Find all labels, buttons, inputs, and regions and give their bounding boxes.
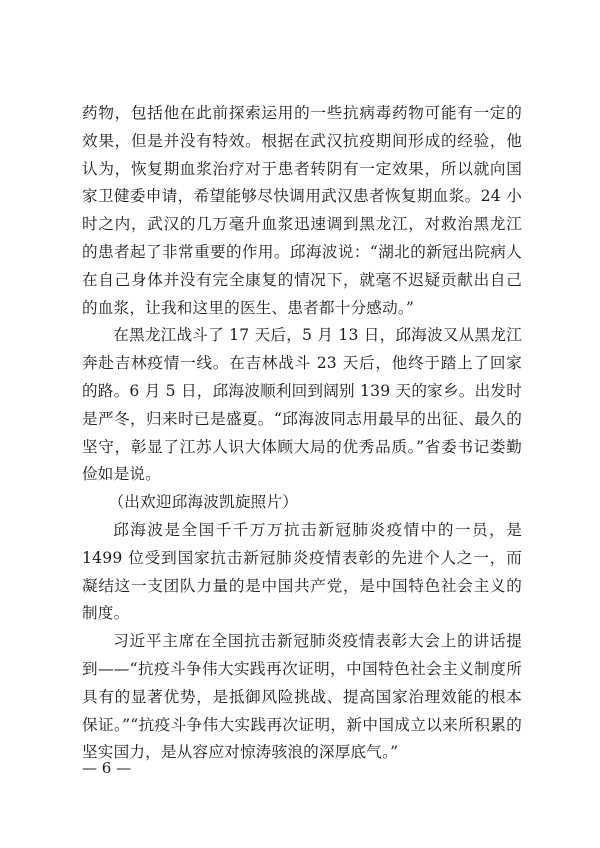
page-number: — 6 — — [82, 759, 132, 777]
paragraph-2: 在黑龙江战斗了 17 天后，5 月 13 日，邱海波又从黑龙江奔赴吉林疫情一线。在吉林战斗 23 天后，他终于踏上了回家的路。6 月 5 日，邱海波顺利回到阔别 139 天的家乡。出发时是严冬，归来时已是盛夏。“邱海波同志用最早的出征、最久的坚守，彰显了江苏人识大体顾大局的优秀品质。”省委书记娄勤俭如是说。 — [82, 326, 522, 484]
photo-caption-note: （出欢迎邱海波凯旋照片） — [108, 493, 299, 512]
paragraph-3: 邱海波是全国千千万万抗击新冠肺炎疫情中的一员，是1499 位受到国家抗击新冠肺炎疫情表彰的先进个人之一，而凝结这一支团队力量的是中国共产党，是中国特色社会主义的制度。 — [82, 520, 522, 623]
paragraph-1: 药物，包括他在此前探索运用的一些抗病毒药物可能有一定的效果，但是并没有特效。根据在武汉抗疫期间形成的经验，他认为，恢复期血浆治疗对于患者转阴有一定效果，所以就向国家卫健委申请，希望能够尽快调用武汉患者恢复期血浆。24 小时之内，武汉的几万毫升血浆迅速调到黑龙江，对救治黑龙江的患者起了非常重要的作用。邱海波说：“湖北的新冠出院病人在自己身体并没有完全康复的情况下，就毫不迟疑贡献出自己的血浆，让我和这里的医生、患者都十分感动。” — [82, 104, 522, 317]
paragraph-4: 习近平主席在全国抗击新冠肺炎疫情表彰大会上的讲话提到——“抗疫斗争伟大实践再次证明，中国特色社会主义制度所具有的显著优势，是抵御风险挑战、提高国家治理效能的根本保证。”“抗疫斗争伟大实践再次证明，新中国成立以来所积累的坚实国力，是从容应对惊涛骇浪的深厚底气。” — [82, 632, 522, 762]
body-text — [82, 100, 522, 767]
